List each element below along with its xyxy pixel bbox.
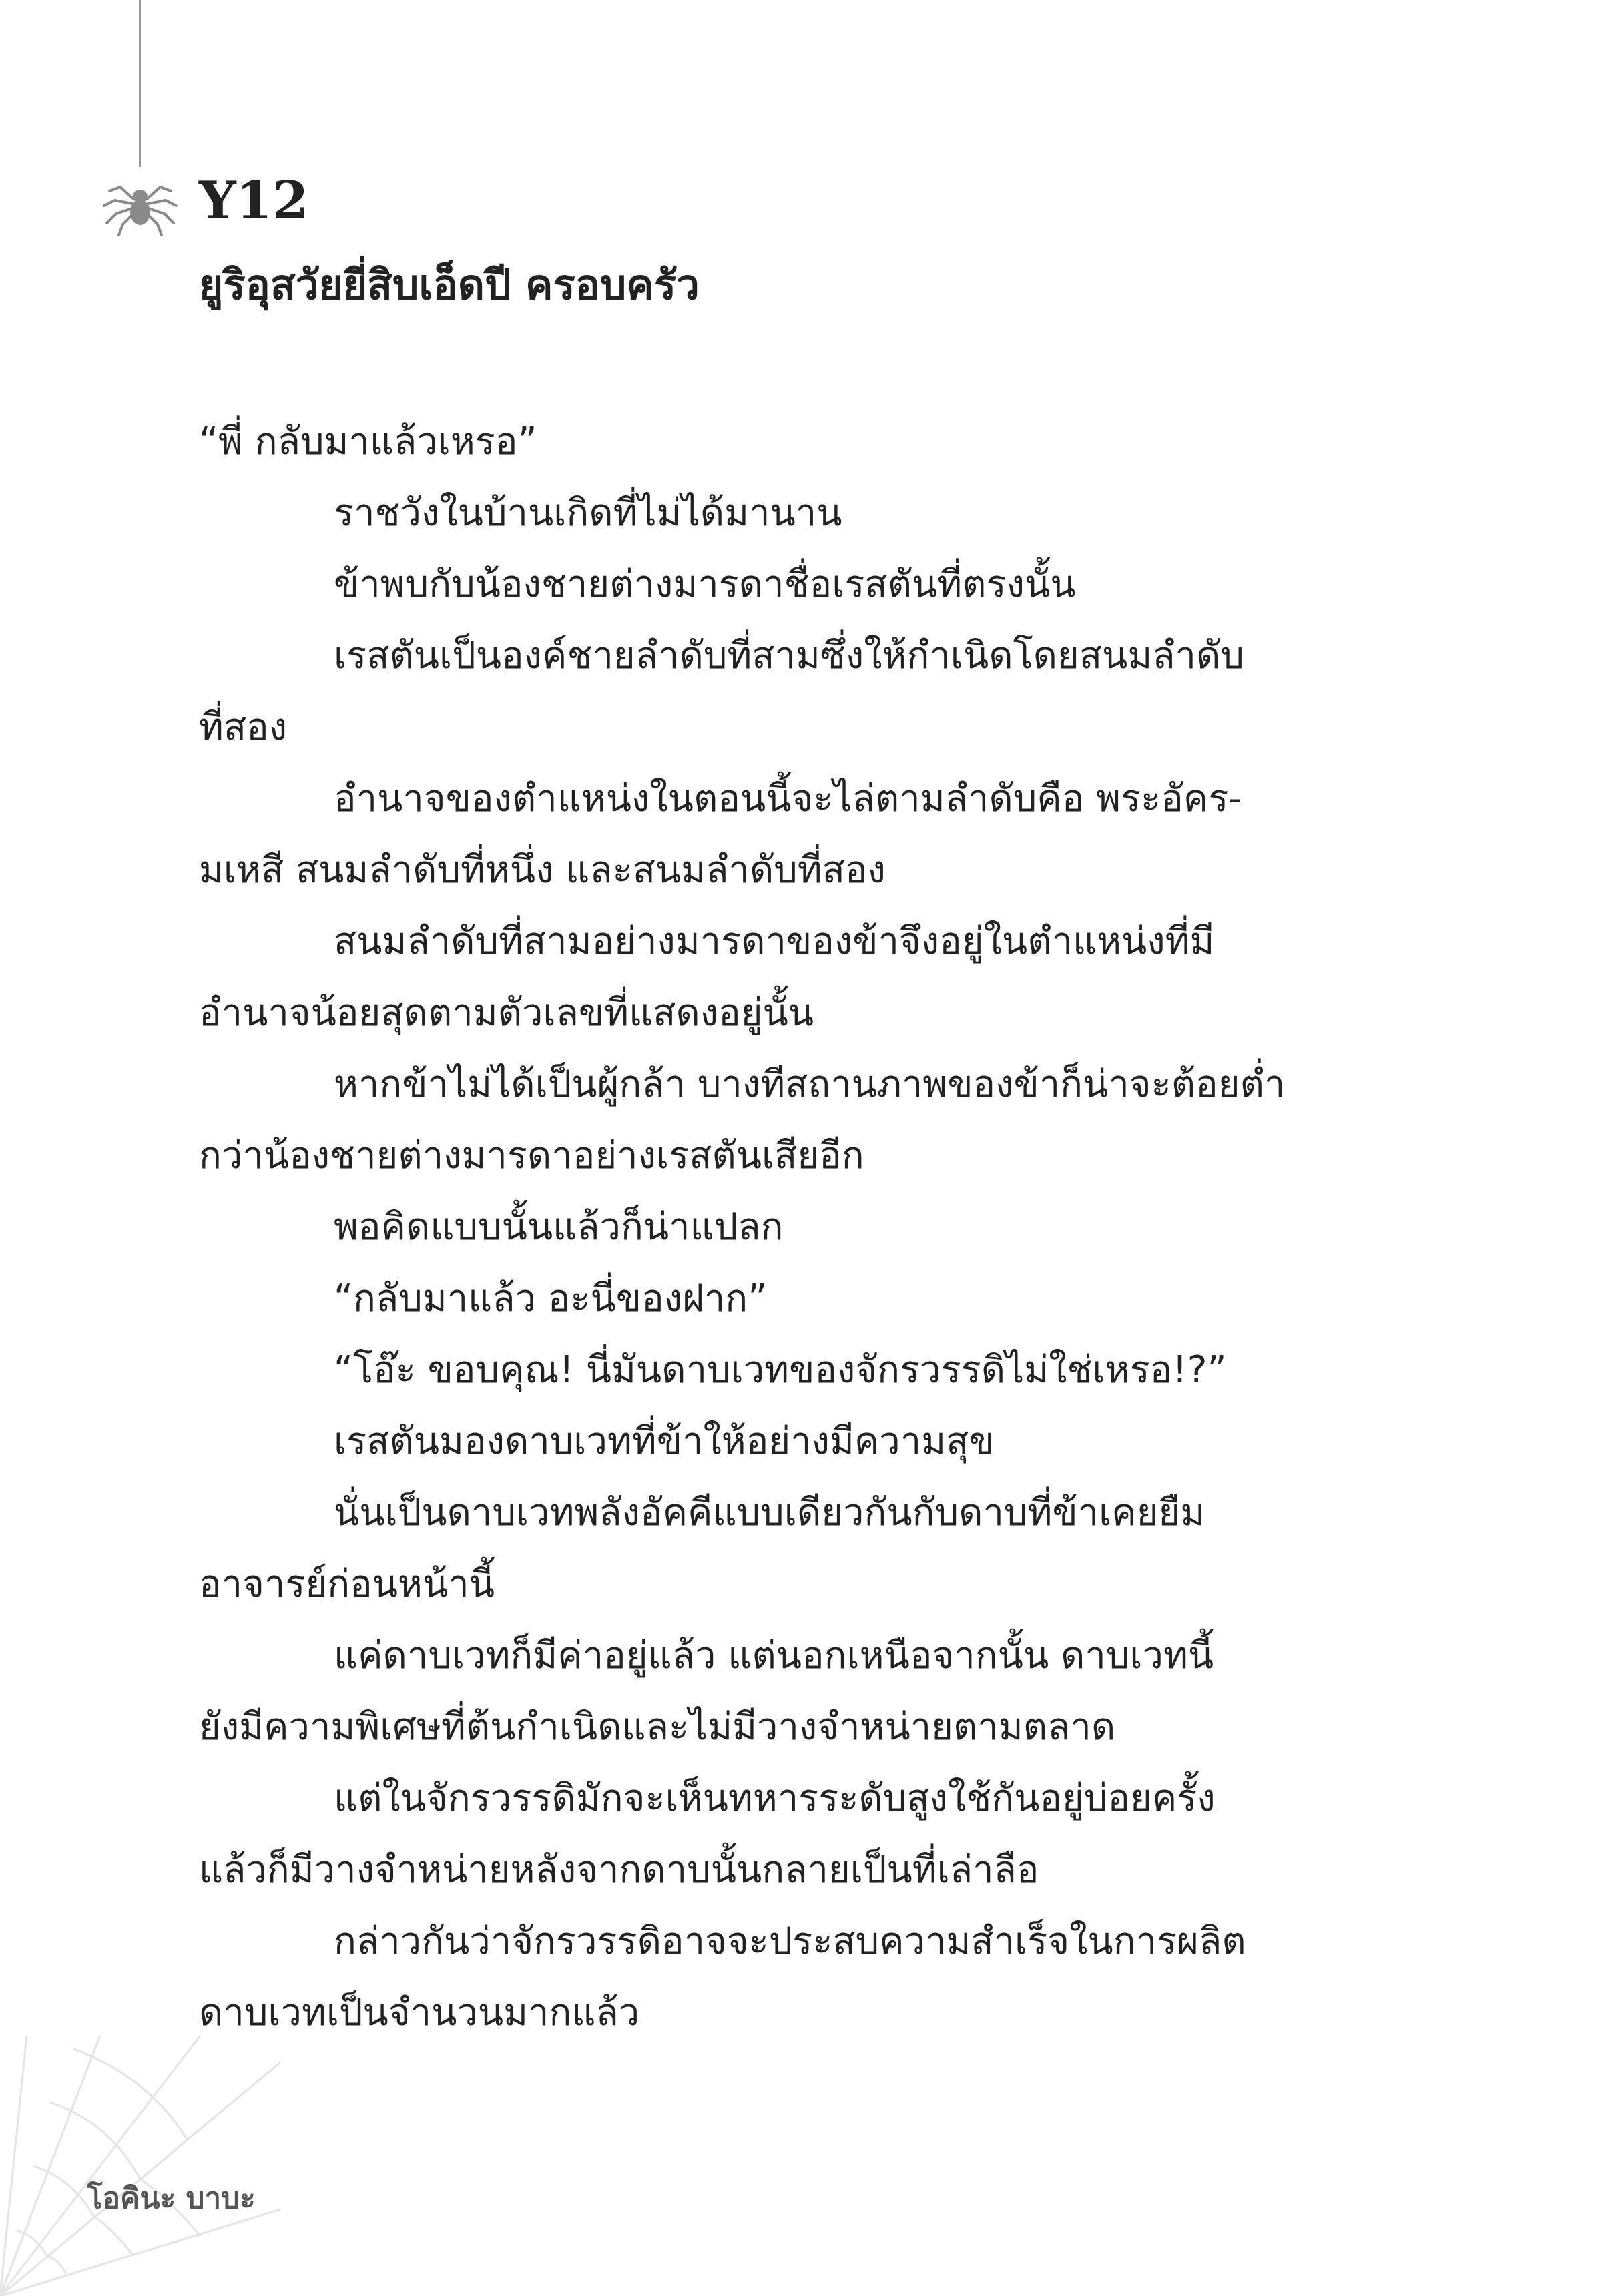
spider-thread bbox=[139, 0, 141, 167]
spider-icon bbox=[100, 167, 180, 240]
text-line: มเหสี สนมลำดับที่หนึ่ง และสนมลำดับที่สอง bbox=[199, 848, 886, 892]
chapter-title: ยูริอุสวัยยี่สิบเอ็ดปี ครอบครัว bbox=[199, 260, 700, 309]
text-line: พอคิดแบบนั้นแล้วก็น่าแปลก bbox=[334, 1205, 784, 1249]
text-line: อำนาจของตำแหน่งในตอนนี้จะไล่ตามลำดับคือ พระอัคร- bbox=[334, 777, 1242, 820]
text-line: ที่สอง bbox=[199, 705, 288, 749]
text-line: “พี่ กลับมาแล้วเหรอ” bbox=[199, 420, 537, 463]
text-line: อำนาจน้อยสุดตามตัวเลขที่แสดงอยู่นั้น bbox=[199, 991, 814, 1035]
text-line: ราชวังในบ้านเกิดที่ไม่ได้มานาน bbox=[334, 491, 842, 535]
text-line: “กลับมาแล้ว อะนี่ของฝาก” bbox=[334, 1277, 768, 1320]
text-line: ข้าพบกับน้องชายต่างมารดาชื่อเรสตันที่ตรงนั้น bbox=[334, 563, 1076, 606]
text-line: “โอ๊ะ ขอบคุณ! นี่มันดาบเวทของจักรวรรดิไม่ใช่เหรอ!?” bbox=[334, 1348, 1227, 1392]
text-line: แค่ดาบเวทก็มีค่าอยู่แล้ว แต่นอกเหนือจากนั้น ดาบเวทนี้ bbox=[334, 1634, 1214, 1677]
text-line: เรสตันเป็นองค์ชายลำดับที่สามซึ่งให้กำเนิดโดยสนมลำดับ bbox=[334, 634, 1244, 677]
text-line: อาจารย์ก่อนหน้านี้ bbox=[199, 1562, 495, 1606]
text-line: ยังมีความพิเศษที่ต้นกำเนิดและไม่มีวางจำหน่ายตามตลาด bbox=[199, 1705, 1116, 1749]
text-line: แล้วก็มีวางจำหน่ายหลังจากดาบนั้นกลายเป็นที่เล่าลือ bbox=[199, 1848, 1039, 1892]
text-line: สนมลำดับที่สามอย่างมารดาของข้าจึงอยู่ในตำแหน่งที่มี bbox=[334, 920, 1215, 963]
text-line: นั่นเป็นดาบเวทพลังอัคคีแบบเดียวกันกับดาบที่ข้าเคยยืม bbox=[334, 1491, 1205, 1534]
body-text bbox=[199, 406, 1415, 2048]
chapter-code: Y12 bbox=[199, 170, 309, 231]
spider-web-decoration bbox=[0, 2036, 280, 2296]
text-line: กล่าวกันว่าจักรวรรดิอาจจะประสบความสำเร็จในการผลิต bbox=[334, 1920, 1246, 1963]
text-line: เรสตันมองดาบเวทที่ข้าให้อย่างมีความสุข bbox=[334, 1420, 995, 1463]
text-line: แต่ในจักรวรรดิมักจะเห็นทหารระดับสูงใช้กันอยู่บ่อยครั้ง bbox=[334, 1777, 1216, 1820]
text-line: หากข้าไม่ได้เป็นผู้กล้า บางทีสถานภาพของข้าก็น่าจะต้อยต่ำ bbox=[334, 1063, 1286, 1106]
page-footer-author: โอคินะ บาบะ bbox=[87, 2181, 256, 2215]
text-line: กว่าน้องชายต่างมารดาอย่างเรสตันเสียอีก bbox=[199, 1134, 864, 1177]
text-line: ดาบเวทเป็นจำนวนมากแล้ว bbox=[199, 1991, 640, 2034]
